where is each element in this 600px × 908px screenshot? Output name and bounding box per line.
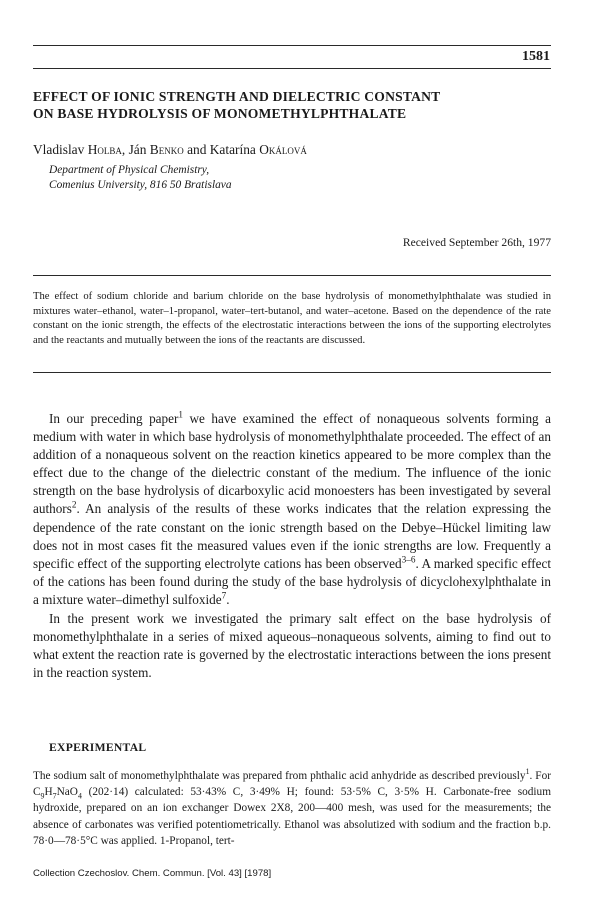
received-date: Received September 26th, 1977 bbox=[402, 236, 551, 249]
experimental-text bbox=[33, 768, 551, 849]
header-bottom-rule bbox=[33, 68, 551, 69]
author-list bbox=[33, 142, 307, 158]
exp-text-run: H bbox=[44, 786, 53, 799]
body-text-run: . bbox=[226, 591, 230, 607]
citation-sup: 7 bbox=[221, 590, 227, 601]
article-title bbox=[33, 88, 553, 122]
title-line-1: EFFECT OF IONIC STRENGTH AND DIELECTRIC CONSTANT bbox=[33, 89, 441, 104]
exp-text-run: . For C bbox=[33, 770, 551, 799]
affiliation bbox=[49, 163, 232, 193]
citation-sup: 1 bbox=[178, 409, 183, 420]
body-text-run: In our preceding paper bbox=[49, 411, 179, 426]
exp-text-run: (202·14) calculated: 53·43% C, 3·49% H; found: 53·5% C, 3·5% H. Carbonate-free sodium hydroxide, prepared on an ion exchanger Dowex 2X8, 200—400 mesh, was used for the measurements; the absence of carbonates was verified potentiometrically. Ethanol was absolutized with sodium and the fraction b.p. 78·0—78·5°C was applied. 1-Propanol, tert- bbox=[33, 786, 551, 847]
journal-footer: Collection Czechoslov. Chem. Commun. [Vol. 43] [1978] bbox=[33, 868, 272, 879]
formula-sub: 4 bbox=[77, 791, 82, 801]
affiliation-line-1: Department of Physical Chemistry, bbox=[49, 164, 210, 176]
exp-text-run: The sodium salt of monomethylphthalate was prepared from phthalic acid anhydride as described previously bbox=[33, 770, 526, 782]
author-separator: , bbox=[121, 142, 129, 157]
author-1-first: Vladislav bbox=[33, 142, 85, 157]
header-top-rule bbox=[33, 45, 551, 46]
body-text-run: . A marked specific effect of the cations has been found during the study of the base hydrolysis of dicyclohexylphthalate in a mixture water–dimethyl sulfoxide bbox=[33, 555, 551, 607]
experimental-paragraph bbox=[33, 768, 551, 849]
formula-sub: 9 bbox=[40, 791, 45, 801]
author-3-first: Katarína bbox=[209, 142, 256, 157]
body-paragraph-2: In the present work we investigated the primary salt effect on the base hydrolysis of monomethylphthalate in a series of mixed aqueous–nonaqueous solvents, aiming to find out to what extent the reaction rate is governed by the electrostatic interactions between the ions present in the reaction system. bbox=[33, 611, 551, 681]
citation-sup: 3–6 bbox=[401, 554, 416, 565]
abstract-bottom-rule bbox=[33, 372, 551, 373]
body-text-run: we have examined the effect of nonaqueous solvents forming a medium with water in which base hydrolysis of monomethylphthalate proceeded. The effect of an addition of a nonaqueous solvent on the reaction kinetics appeared to be more complex than the effect due to the change of the dielectric constant of the medium. The influence of the ionic strength on the base hydrolysis of dicarboxylic acid monoesters has been investigated by several authors bbox=[33, 411, 551, 517]
page-number: 1581 bbox=[522, 49, 550, 64]
formula-sub: 7 bbox=[52, 791, 57, 801]
body-text-run: . An analysis of the results of these works indicates that the relation expressing the dependence of the rate constant on the ionic strength based on the Debye–Hückel limiting law does not in most cases fit the measured values even if the ionic strengths are low. Frequently a specific effect of the supporting electrolyte cations has been observed bbox=[33, 501, 551, 571]
citation-sup: 2 bbox=[71, 500, 77, 511]
section-heading-experimental: EXPERIMENTAL bbox=[49, 741, 147, 754]
exp-text-run: NaO bbox=[56, 786, 78, 799]
author-3-last: Okálová bbox=[259, 142, 307, 157]
affiliation-line-2: Comenius University, 816 50 Bratislava bbox=[49, 179, 232, 191]
abstract-text: The effect of sodium chloride and barium chloride on the base hydrolysis of monomethylphthalate was studied in mixtures water–ethanol, water–1-propanol, water–tert-butanol, and water–acetone. Based on the dependence of the rate constant on the ionic strength, the effects of the electrostatic interactions between the ions of the supporting electrolytes and the reactants and mutually between the ions of the reactants are discussed. bbox=[33, 291, 551, 346]
author-2-first: Ján bbox=[128, 142, 147, 157]
body-text bbox=[33, 410, 551, 682]
title-line-2: ON BASE HYDROLYSIS OF MONOMETHYLPHTHALATE bbox=[33, 106, 407, 121]
author-1-last: Holba bbox=[87, 142, 122, 157]
citation-sup: 1 bbox=[525, 767, 530, 777]
author-2-last: Benko bbox=[149, 142, 184, 157]
abstract-top-rule bbox=[33, 275, 551, 276]
author-separator-and: and bbox=[183, 142, 210, 157]
body-paragraph-1 bbox=[33, 410, 551, 609]
